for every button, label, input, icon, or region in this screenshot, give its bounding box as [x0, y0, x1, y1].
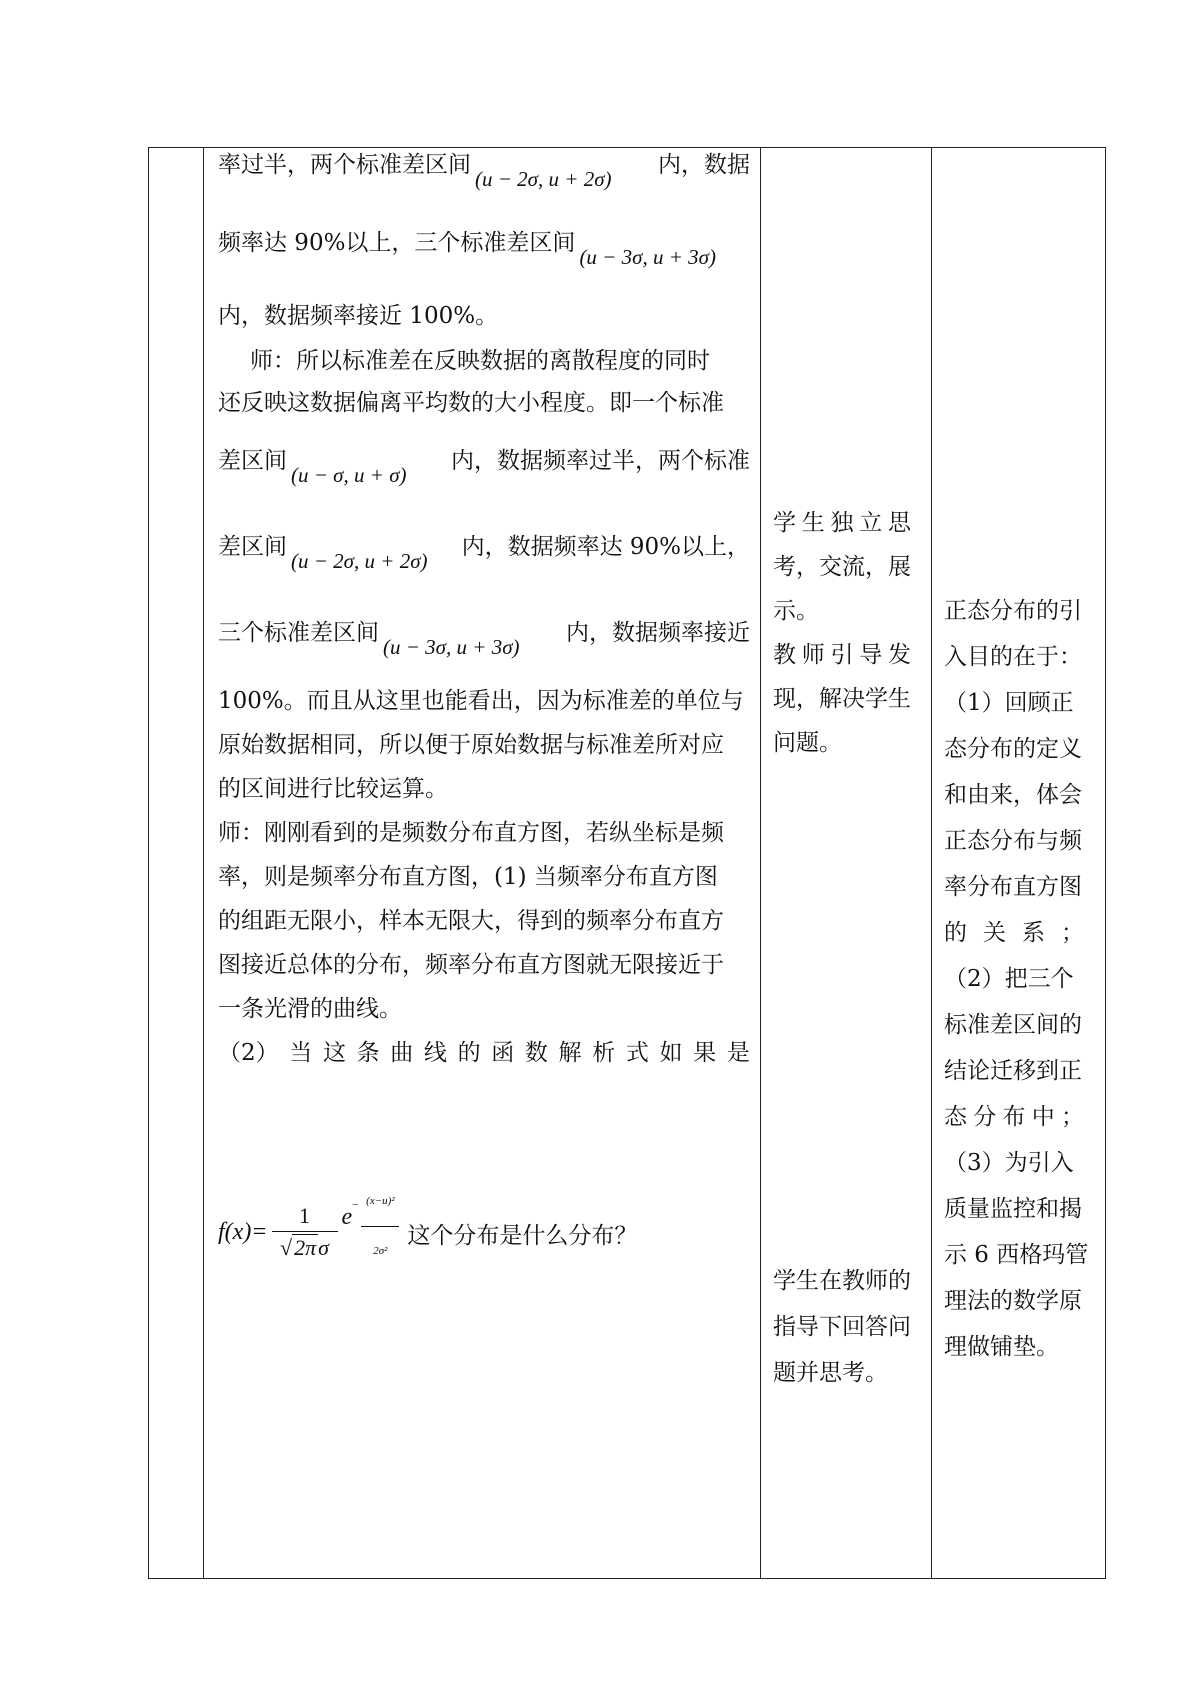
content-line: 的组距无限小，样本无限大，得到的频率分布直方: [218, 908, 724, 934]
activity-line: 指导下回答问: [773, 1314, 911, 1340]
activity-line: 题并思考。: [773, 1360, 888, 1386]
intent-line: 和由来，体会: [944, 782, 1082, 808]
content-line: 师：刚刚看到的是频数分布直方图，若纵坐标是频: [218, 820, 724, 846]
normal-distribution-formula: f(x)= $\frac{1}{√2\pi\sigma}$ e − (x−u)² 2σ² 这个分布是什么分布？: [218, 1182, 637, 1282]
activity-line: 考，交流，展: [773, 554, 911, 580]
content-line: 率，则是频率分布直方图，(1) 当频率分布直方图: [218, 864, 718, 890]
intent-line: 质量监控和揭: [944, 1196, 1082, 1222]
content-line: （2） 当 这 条 曲 线 的 函 数 解 析 式 如 果 是: [218, 1040, 750, 1066]
activity-line: 教 师 引 导 发: [773, 642, 911, 668]
interval-formula: (u − 2σ, u + 2σ): [291, 549, 428, 573]
content-line: 差区间(u − σ, u + σ) 内，数据频率过半，两个标准: [218, 448, 750, 487]
intent-line: （3）为引入: [944, 1150, 1074, 1176]
activity-line: 学 生 独 立 思: [773, 510, 911, 536]
student-activity-cell: [761, 148, 932, 1579]
interval-formula: (u − 3σ, u + 3σ): [579, 245, 716, 269]
intent-line: 正态分布与频: [944, 828, 1082, 854]
content-line: 还反映这数据偏离平均数的大小程度。即一个标准: [218, 390, 724, 416]
intent-line: （1）回顾正: [944, 690, 1074, 716]
lesson-plan-table: [148, 147, 1106, 1579]
intent-line: 正态分布的引: [944, 598, 1082, 624]
activity-line: 学生在教师的: [773, 1268, 911, 1294]
teaching-content-cell: [204, 148, 761, 1579]
interval-formula: (u − 3σ, u + 3σ): [383, 635, 520, 659]
content-line: 100%。而且从这里也能看出，因为标准差的单位与: [218, 688, 744, 714]
intent-line: （2）把三个: [944, 966, 1074, 992]
intent-line: 结论迁移到正: [944, 1058, 1082, 1084]
content-line: 差区间(u − 2σ, u + 2σ) 内，数据频率达 90%以上，: [218, 534, 750, 573]
table-row: [149, 148, 1106, 1579]
content-line: 内，数据频率接近 100%。: [218, 303, 499, 329]
design-intent-cell: [932, 148, 1106, 1579]
intent-line: 的 关 系 ；: [944, 920, 1084, 946]
intent-line: 态 分 布 中 ；: [944, 1104, 1084, 1130]
formula-fraction: $\frac{1}{√2\pi\sigma}$: [272, 1201, 338, 1264]
content-line: 一条光滑的曲线。: [218, 996, 402, 1022]
intent-line: 入目的在于：: [944, 644, 1082, 670]
content-line: 原始数据相同，所以便于原始数据与标准差所对应: [218, 732, 724, 758]
stage-column: [149, 148, 204, 1579]
intent-line: 理法的数学原: [944, 1288, 1082, 1314]
content-line: 的区间进行比较运算。: [218, 776, 448, 802]
intent-line: 示 6 西格玛管: [944, 1242, 1089, 1268]
interval-formula: (u − 2σ, u + 2σ): [475, 167, 612, 191]
intent-line: 率分布直方图: [944, 874, 1082, 900]
intent-line: 态分布的定义: [944, 736, 1082, 762]
content-line: 图接近总体的分布，频率分布直方图就无限接近于: [218, 952, 724, 978]
content-line: 率过半，两个标准差区间(u − 2σ, u + 2σ) 内，数据: [218, 152, 750, 191]
activity-line: 现，解决学生: [773, 686, 911, 712]
activity-line: 示。: [773, 598, 819, 624]
intent-line: 标准差区间的: [944, 1012, 1082, 1038]
content-line: 频率达 90%以上，三个标准差区间(u − 3σ, u + 3σ): [218, 230, 716, 269]
interval-formula: (u − σ, u + σ): [291, 463, 407, 487]
formula-exponential: e − (x−u)² 2σ²: [342, 1184, 400, 1281]
intent-line: 理做铺垫。: [944, 1334, 1059, 1360]
activity-line: 问题。: [773, 730, 842, 756]
content-line: 三个标准差区间(u − 3σ, u + 3σ) 内，数据频率接近: [218, 620, 750, 659]
content-line: 师：所以标准差在反映数据的离散程度的同时: [250, 348, 710, 374]
